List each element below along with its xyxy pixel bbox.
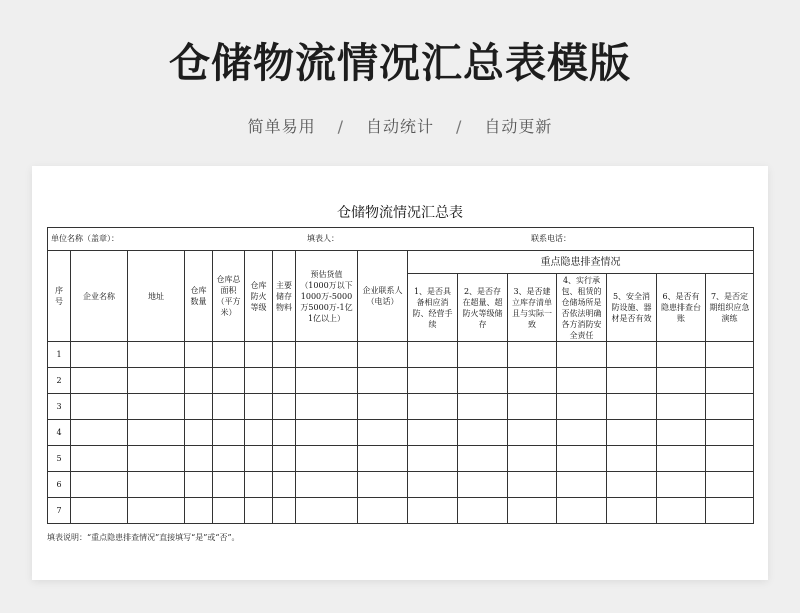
tag-separator: / (337, 117, 344, 136)
col-hazard-4: 4、实行承包、租赁的仓储场所是否依法明确各方消防安全责任 (557, 274, 607, 342)
table-cell[interactable] (213, 368, 245, 394)
table-cell[interactable] (607, 498, 657, 524)
table-cell[interactable] (657, 368, 706, 394)
table-cell[interactable] (607, 446, 657, 472)
table-cell[interactable] (458, 342, 508, 368)
row-number: 3 (48, 394, 71, 420)
table-cell[interactable] (273, 498, 296, 524)
table-cell[interactable] (408, 420, 458, 446)
table-row (48, 498, 754, 524)
summary-table (47, 227, 754, 524)
col-index: 序号 (48, 251, 71, 342)
table-cell[interactable] (607, 472, 657, 498)
table-cell[interactable] (408, 446, 458, 472)
table-cell[interactable] (508, 472, 557, 498)
table-cell[interactable] (706, 420, 754, 446)
table-cell[interactable] (557, 472, 607, 498)
header-row-1 (48, 251, 754, 274)
table-cell[interactable] (358, 394, 408, 420)
row-number: 4 (48, 420, 71, 446)
table-row (48, 342, 754, 368)
table-cell[interactable] (358, 420, 408, 446)
table-cell[interactable] (128, 342, 185, 368)
page-title: 仓储物流情况汇总表模版 (169, 39, 631, 87)
table-cell[interactable] (706, 394, 754, 420)
fill-instructions: 填表说明：“重点隐患排查情况”直接填写“是”或“否”。 (47, 533, 240, 542)
table-cell[interactable] (185, 420, 213, 446)
col-goods: 主要储存物料 (273, 251, 296, 342)
table-cell[interactable] (128, 446, 185, 472)
col-hazard-1: 1、是否具备相应消防、经营手续 (408, 274, 458, 342)
table-cell[interactable] (185, 446, 213, 472)
table-cell[interactable] (273, 472, 296, 498)
table-cell[interactable] (557, 498, 607, 524)
filler-label: 填表人： (307, 234, 339, 243)
table-cell[interactable] (128, 368, 185, 394)
table-cell[interactable] (458, 472, 508, 498)
col-hazard-6: 6、是否有隐患排查台账 (657, 274, 706, 342)
table-cell[interactable] (296, 472, 358, 498)
table-cell[interactable] (657, 420, 706, 446)
table-cell[interactable] (557, 446, 607, 472)
table-cell[interactable] (706, 342, 754, 368)
col-warehouse-count: 仓库数量 (185, 251, 213, 342)
row-number: 1 (48, 342, 71, 368)
table-cell[interactable] (245, 498, 273, 524)
table-cell[interactable] (557, 368, 607, 394)
table-cell[interactable] (71, 498, 128, 524)
table-cell[interactable] (657, 472, 706, 498)
table-row (48, 394, 754, 420)
table-cell[interactable] (607, 368, 657, 394)
table-row (48, 472, 754, 498)
col-company: 企业名称 (71, 251, 128, 342)
table-cell[interactable] (706, 368, 754, 394)
table-cell[interactable] (508, 420, 557, 446)
table-cell[interactable] (296, 368, 358, 394)
table-cell[interactable] (273, 342, 296, 368)
table-cell[interactable] (408, 368, 458, 394)
col-fire-level: 仓库防火等级 (245, 251, 273, 342)
table-cell[interactable] (657, 498, 706, 524)
table-cell[interactable] (296, 446, 358, 472)
table-cell[interactable] (245, 342, 273, 368)
col-hazard-2: 2、是否存在超量、超防火等级储存 (458, 274, 508, 342)
info-row (48, 228, 754, 251)
table-cell[interactable] (557, 342, 607, 368)
table-row (48, 446, 754, 472)
table-cell[interactable] (706, 446, 754, 472)
table-cell[interactable] (458, 394, 508, 420)
table-cell[interactable] (358, 498, 408, 524)
table-row (48, 368, 754, 394)
table-cell[interactable] (508, 342, 557, 368)
row-number: 6 (48, 472, 71, 498)
table-cell[interactable] (508, 394, 557, 420)
row-number: 5 (48, 446, 71, 472)
tag-easy: 简单易用 (247, 117, 316, 136)
table-cell[interactable] (245, 368, 273, 394)
table-cell[interactable] (358, 472, 408, 498)
table-cell[interactable] (706, 498, 754, 524)
table-cell[interactable] (358, 342, 408, 368)
table-cell[interactable] (185, 498, 213, 524)
table-cell[interactable] (245, 472, 273, 498)
table-cell[interactable] (71, 394, 128, 420)
table-cell[interactable] (358, 368, 408, 394)
col-area: 仓库总面积（平方米） (213, 251, 245, 342)
feature-tags (0, 114, 800, 137)
table-cell[interactable] (557, 420, 607, 446)
table-cell[interactable] (245, 446, 273, 472)
table-cell[interactable] (273, 446, 296, 472)
table-cell[interactable] (128, 472, 185, 498)
table-cell[interactable] (71, 342, 128, 368)
table-cell[interactable] (185, 472, 213, 498)
table-cell[interactable] (508, 446, 557, 472)
table-cell[interactable] (213, 498, 245, 524)
sheet-title: 仓储物流情况汇总表 (337, 205, 463, 221)
col-hazard-5: 5、安全消防设施、器材是否有效 (607, 274, 657, 342)
table-cell[interactable] (408, 472, 458, 498)
table-cell[interactable] (657, 342, 706, 368)
table-cell[interactable] (213, 446, 245, 472)
table-body (48, 342, 754, 524)
table-cell[interactable] (607, 420, 657, 446)
row-number: 7 (48, 498, 71, 524)
phone-label: 联系电话： (531, 234, 571, 243)
table-cell[interactable] (508, 498, 557, 524)
table-cell[interactable] (657, 446, 706, 472)
table-cell[interactable] (296, 420, 358, 446)
table-cell[interactable] (706, 472, 754, 498)
hazard-group-header: 重点隐患排查情况 (408, 251, 754, 274)
table-cell[interactable] (128, 394, 185, 420)
table-cell[interactable] (458, 420, 508, 446)
table-cell[interactable] (213, 342, 245, 368)
table-cell[interactable] (128, 420, 185, 446)
table-cell[interactable] (296, 498, 358, 524)
table-cell[interactable] (358, 446, 408, 472)
table-cell[interactable] (296, 394, 358, 420)
table-cell[interactable] (458, 446, 508, 472)
col-hazard-3: 3、是否建立库存清单且与实际一致 (508, 274, 557, 342)
table-cell[interactable] (607, 342, 657, 368)
table-cell[interactable] (273, 394, 296, 420)
unit-name-label: 单位名称（盖章）： (51, 234, 119, 243)
table-cell[interactable] (458, 498, 508, 524)
col-estimate: 预估货值（1000万以下1000万-5000万5000万-1亿1亿以上） (296, 251, 358, 342)
col-hazard-7: 7、是否定期组织应急演练 (706, 274, 754, 342)
col-address: 地址 (128, 251, 185, 342)
spreadsheet-preview (32, 166, 768, 580)
table-cell[interactable] (128, 498, 185, 524)
tag-separator: / (456, 117, 463, 136)
row-number: 2 (48, 368, 71, 394)
table-cell[interactable] (657, 394, 706, 420)
table-cell[interactable] (185, 394, 213, 420)
table-cell[interactable] (185, 368, 213, 394)
table-cell[interactable] (213, 472, 245, 498)
tag-auto-update: 自动更新 (484, 117, 553, 136)
table-cell[interactable] (213, 394, 245, 420)
table-cell[interactable] (71, 368, 128, 394)
table-cell[interactable] (71, 420, 128, 446)
col-contact: 企业联系人（电话） (358, 251, 408, 342)
table-cell[interactable] (296, 342, 358, 368)
table-cell[interactable] (557, 394, 607, 420)
table-cell[interactable] (607, 394, 657, 420)
table-cell[interactable] (508, 368, 557, 394)
table-cell[interactable] (408, 394, 458, 420)
tag-auto-stats: 自动统计 (365, 117, 434, 136)
table-cell[interactable] (458, 368, 508, 394)
table-cell[interactable] (408, 498, 458, 524)
table-cell[interactable] (273, 420, 296, 446)
table-cell[interactable] (213, 420, 245, 446)
table-cell[interactable] (273, 368, 296, 394)
table-cell[interactable] (245, 394, 273, 420)
table-cell[interactable] (185, 342, 213, 368)
table-cell[interactable] (408, 342, 458, 368)
table-cell[interactable] (71, 472, 128, 498)
table-cell[interactable] (71, 446, 128, 472)
table-row (48, 420, 754, 446)
table-cell[interactable] (245, 420, 273, 446)
